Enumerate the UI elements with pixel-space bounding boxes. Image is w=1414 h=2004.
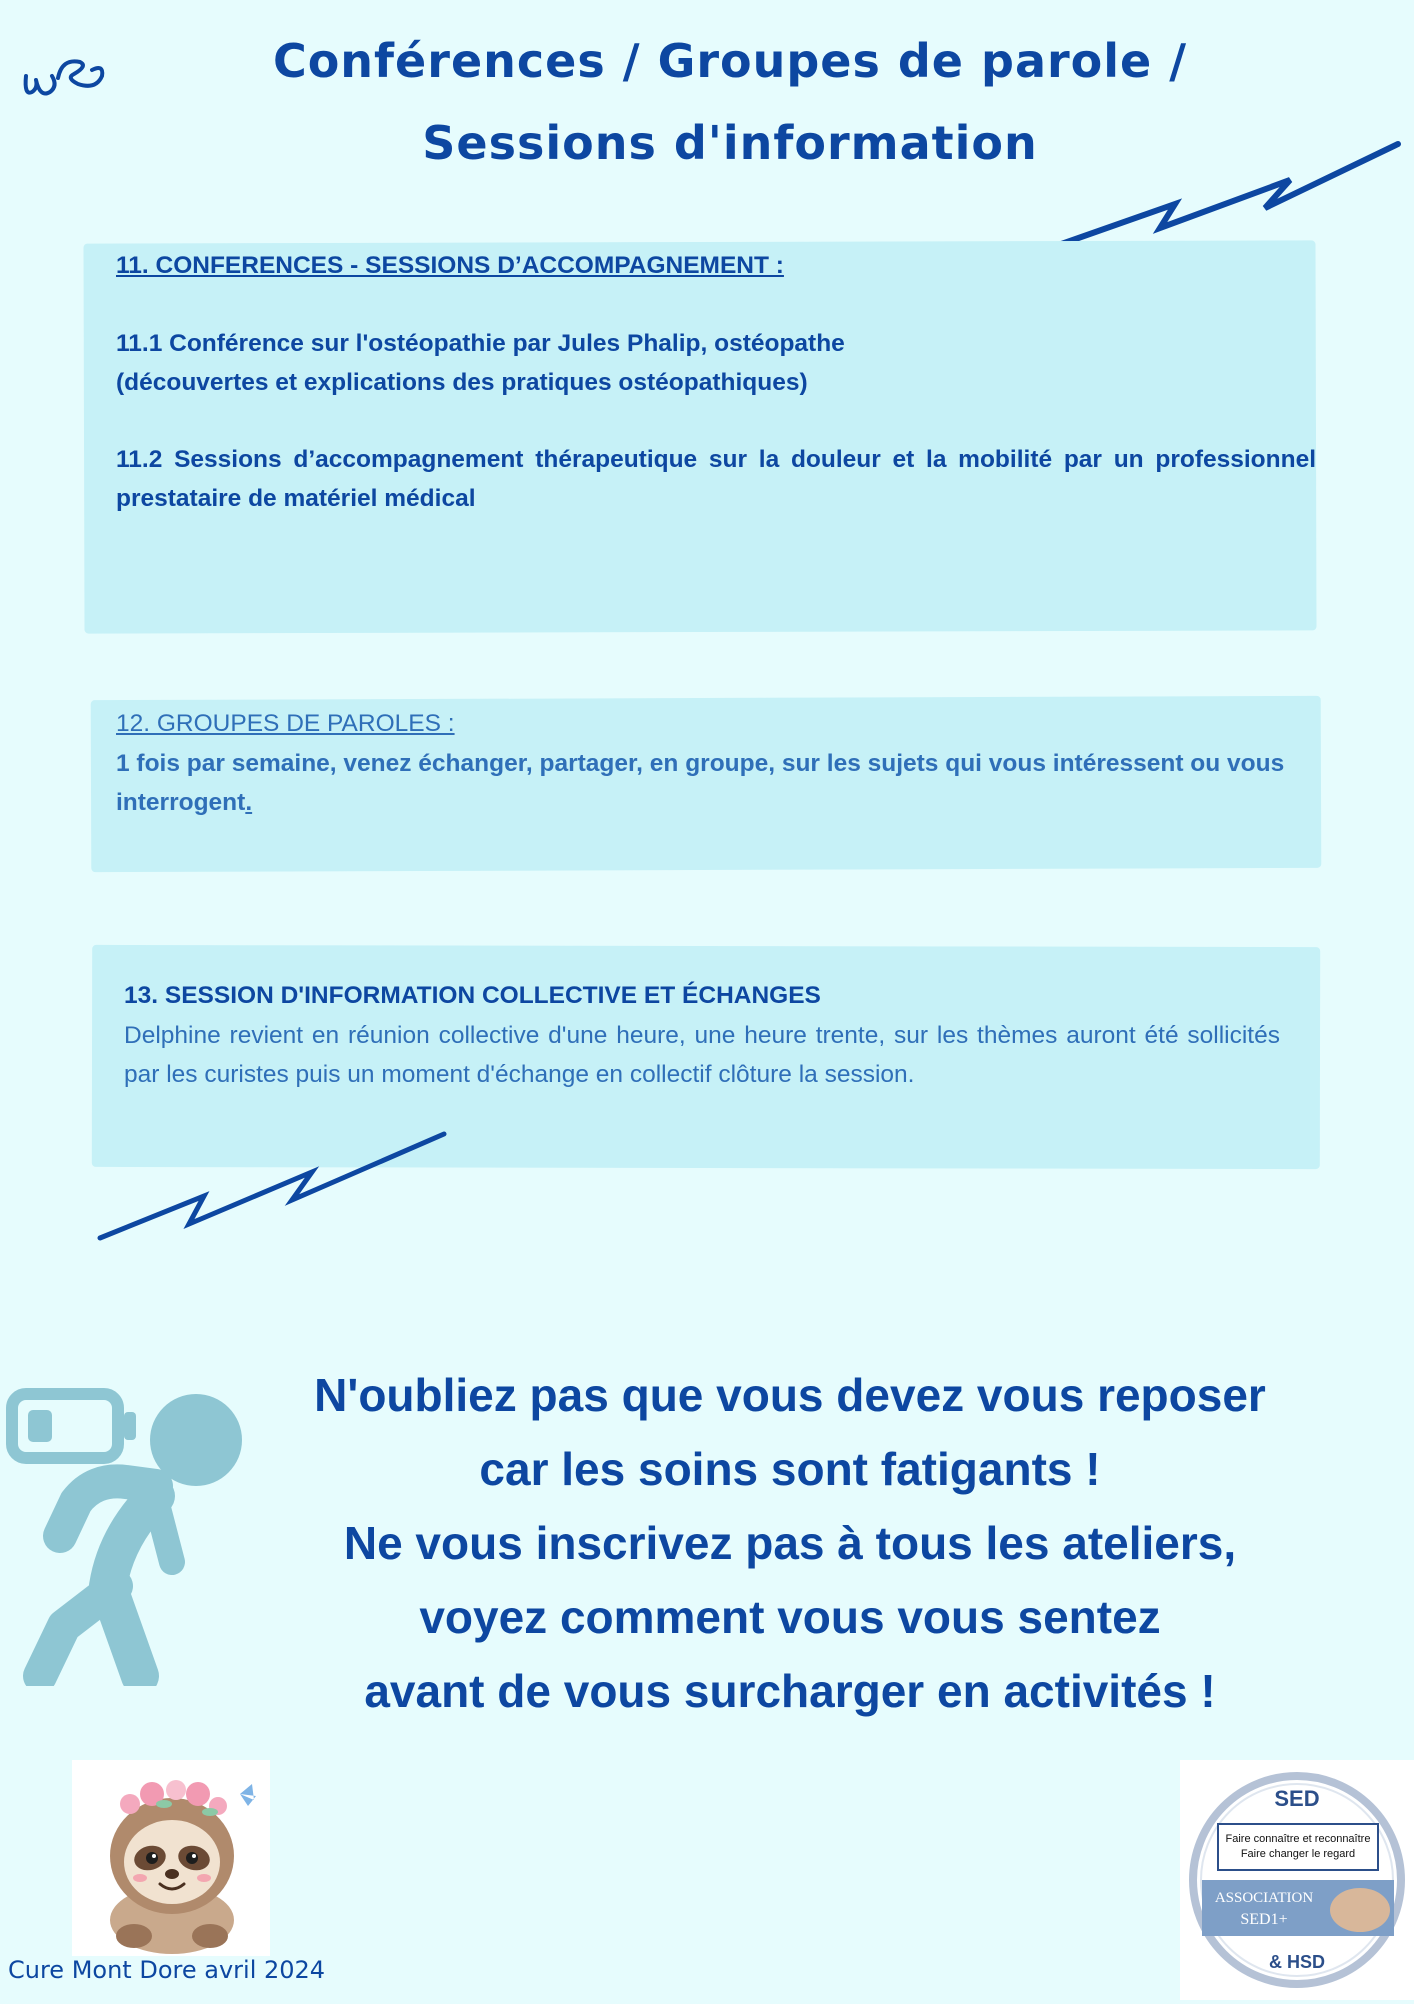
section-11-item1-line1: 11.1 Conférence sur l'ostéopathie par Jules Phalip, ostéopathe	[116, 330, 845, 357]
reminder-line-2: car les soins sont fatigants !	[479, 1443, 1101, 1495]
reminder-line-4: voyez comment vous vous sentez	[419, 1591, 1161, 1643]
logo-tagline-1: Faire connaître et reconnaître	[1225, 1833, 1371, 1845]
swirl-doodle-icon	[18, 46, 138, 106]
section-11-heading: 11. CONFERENCES - SESSIONS D’ACCOMPAGNEMENT :	[116, 252, 784, 279]
page-title-line1: Conférences / Groupes de parole /	[272, 34, 1188, 88]
zigzag-bottom-decoration	[94, 1126, 454, 1246]
section-11-item1-line2: (découvertes et explications des pratiques ostéopathiques)	[116, 369, 808, 396]
section-12-heading: 12. GROUPES DE PAROLES :	[116, 710, 455, 737]
logo-name-1: ASSOCIATION	[1214, 1890, 1314, 1906]
association-logo	[1180, 1760, 1414, 2000]
reminder-line-5: avant de vous surcharger en activités !	[364, 1665, 1216, 1717]
section-11-box	[83, 240, 1316, 633]
logo-bottom-text: & HSD	[1268, 1952, 1326, 1972]
section-12-body: 1 fois par semaine, venez échanger, partager, en groupe, sur les sujets qui vous intéressent ou vous interrogent.	[116, 750, 1285, 816]
tired-person-low-battery-icon	[6, 1386, 246, 1686]
page-title-line2: Sessions d'information	[422, 116, 1038, 170]
rest-reminder	[240, 1358, 1340, 1728]
logo-top-text: SED	[1274, 1786, 1320, 1811]
section-13-heading: 13. SESSION D'INFORMATION COLLECTIVE ET ÉCHANGES	[124, 982, 821, 1009]
footer-caption: Cure Mont Dore avril 2024	[8, 1956, 326, 1984]
sloth-illustration	[72, 1760, 270, 1956]
section-13-body: Delphine revient en réunion collective d'une heure, une heure trente, sur les thèmes auront été sollicités par les curistes puis un moment d'échange en collectif clôture la session.	[124, 1022, 1280, 1088]
logo-name-2: SED1+	[1240, 1911, 1288, 1928]
reminder-line-3: Ne vous inscrivez pas à tous les ateliers,	[343, 1517, 1237, 1569]
section-11-item2: 11.2 Sessions d’accompagnement thérapeutique sur la douleur et la mobilité par un professionnel prestataire de matériel médical	[116, 446, 1316, 512]
reminder-line-1: N'oubliez pas que vous devez vous reposer	[314, 1369, 1266, 1421]
logo-tagline-2: Faire changer le regard	[1240, 1848, 1356, 1860]
